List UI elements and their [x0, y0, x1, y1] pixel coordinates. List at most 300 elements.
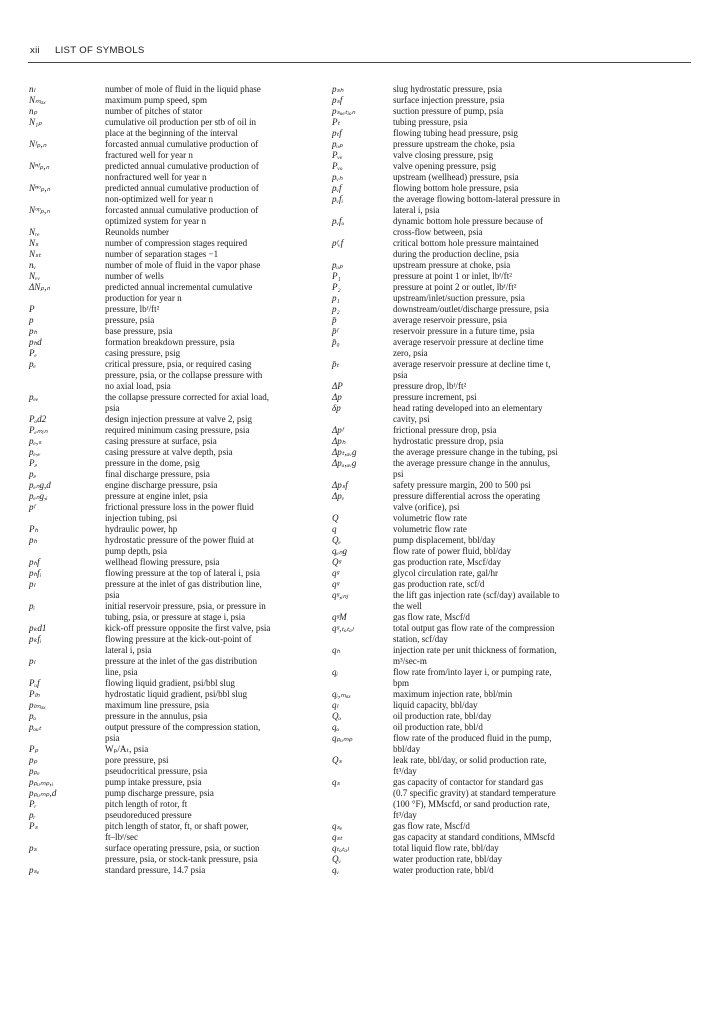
symbol-definition — [393, 612, 697, 623]
symbol-text: Qₛ — [332, 755, 342, 765]
definition-line: gas capacity of contactor for standard gas — [393, 777, 544, 787]
symbol-definition — [393, 711, 697, 722]
symbol-entry — [29, 524, 347, 535]
symbol-entry — [29, 480, 347, 491]
symbol-definition — [393, 216, 697, 238]
definition-line: forcasted annual cumulative production of — [105, 139, 259, 149]
definition-line: bbl/day — [393, 744, 421, 754]
definition-line: psia — [105, 403, 120, 413]
symbol-entry — [332, 832, 697, 843]
symbol-text: pₛₕ — [332, 84, 344, 94]
symbol-definition — [105, 623, 347, 634]
symbol — [29, 95, 105, 106]
symbol — [29, 799, 105, 810]
symbol — [29, 865, 105, 876]
symbol-text: pₚᵤₘₚ,d — [29, 788, 57, 798]
symbol-entry — [332, 612, 697, 623]
definition-line: pump intake pressure, psia — [105, 777, 202, 787]
definition-line: pressure upstream the choke, psia — [393, 139, 515, 149]
symbol-text: Nₘₐₓ — [29, 95, 46, 105]
definition-line: pressure, psia, or stock-tank pressure, psia — [105, 854, 258, 864]
symbol — [332, 843, 393, 854]
symbol-text: qᵍ — [332, 568, 340, 578]
symbol-definition — [393, 117, 697, 128]
symbol — [332, 491, 393, 513]
symbol — [332, 95, 393, 106]
symbol-text: Pₒd2 — [29, 414, 47, 424]
definition-line: pump discharge pressure, psia — [105, 788, 214, 798]
symbol — [332, 403, 393, 425]
symbol-definition — [105, 865, 347, 876]
definition-line: pressure in the annulus, psia — [105, 711, 208, 721]
definition-line: average reservoir pressure at decline time — [393, 337, 544, 347]
symbol-definition — [105, 249, 347, 260]
definition-line: pseudoreduced pressure — [105, 810, 192, 820]
symbol-text: qᵢ — [332, 667, 338, 677]
definition-line: pressure at the inlet of gas distribution line, — [105, 579, 262, 589]
definition-line: pressure increment, psi — [393, 392, 477, 402]
symbol-entry — [29, 227, 347, 238]
symbol-entry — [332, 458, 697, 480]
definition-line: line, psia — [105, 667, 138, 677]
symbol-text: pₛf — [332, 95, 343, 105]
symbol-text: pₜf — [332, 128, 342, 138]
symbol — [29, 348, 105, 359]
symbol-list-right — [332, 84, 697, 876]
symbol — [29, 480, 105, 491]
symbol-entry — [332, 304, 697, 315]
definition-line: number of wells — [105, 271, 164, 281]
symbol — [332, 590, 393, 612]
symbol-definition — [105, 755, 347, 766]
symbol-entry — [332, 821, 697, 832]
symbol-definition — [393, 315, 697, 326]
definition-line: number of separation stages −1 — [105, 249, 219, 259]
symbol-entry — [29, 447, 347, 458]
symbol — [29, 810, 105, 821]
definition-line: number of mole of fluid in the liquid phase — [105, 84, 261, 94]
symbol — [29, 491, 105, 502]
symbol-text: Nᵣₑ — [29, 227, 40, 237]
definition-line: average reservoir pressure at decline time t, — [393, 359, 551, 369]
symbol — [332, 381, 393, 392]
symbol-text: qₛ — [332, 777, 340, 787]
symbol — [332, 425, 393, 436]
symbol-definition — [105, 777, 347, 788]
definition-line: slug hydrostatic pressure, psia — [393, 84, 503, 94]
symbol — [332, 755, 393, 777]
symbol-entry — [332, 854, 697, 865]
symbol — [29, 711, 105, 722]
symbol — [29, 623, 105, 634]
symbol-text: qᵍ,ᵢₙⱼ — [332, 590, 348, 600]
symbol-definition — [105, 348, 347, 359]
definition-line: engine discharge pressure, psia — [105, 480, 218, 490]
symbol-definition — [105, 502, 347, 524]
definition-line: casing pressure at valve depth, psia — [105, 447, 233, 457]
definition-line: gas flow rate, Mscf/d — [393, 612, 470, 622]
symbol — [29, 117, 105, 139]
symbol-entry — [29, 711, 347, 722]
symbol — [29, 568, 105, 579]
symbol-entry — [332, 568, 697, 579]
symbol — [29, 777, 105, 788]
definition-line: flowing tubing head pressure, psig — [393, 128, 518, 138]
symbol-definition — [393, 84, 697, 95]
symbol-definition — [105, 260, 347, 271]
symbol-definition — [393, 194, 697, 216]
symbol — [332, 260, 393, 271]
symbol-definition — [105, 238, 347, 249]
symbol-text: pₕ — [29, 326, 38, 336]
definition-line: psi — [393, 469, 404, 479]
symbol-text: Nᶠₚ,ₙ — [29, 139, 47, 149]
definition-line: the average flowing bottom-lateral pressure in — [393, 194, 561, 204]
symbol-text: qₛₑ — [332, 821, 343, 831]
symbol-definition — [105, 315, 347, 326]
symbol-definition — [393, 854, 697, 865]
definition-line: the average pressure change in the annulus, — [393, 458, 550, 468]
definition-line: cumulative oil production per stb of oil in — [105, 117, 257, 127]
symbol-entry — [332, 480, 697, 491]
symbol-definition — [393, 271, 697, 282]
symbol — [29, 766, 105, 777]
symbol — [29, 502, 105, 524]
symbol-entry — [332, 667, 697, 689]
definition-line: predicted annual cumulative production of — [105, 183, 259, 193]
symbol — [332, 271, 393, 282]
symbol-text: pₗ — [29, 656, 36, 666]
symbol-text: Qₒ — [332, 711, 342, 721]
definition-line: critical bottom hole pressure maintained — [393, 238, 539, 248]
definition-line: oil production rate, bbl/day — [393, 711, 492, 721]
symbol-text: Pᵣ — [29, 799, 37, 809]
symbol-text: pₕfᵢ — [29, 568, 42, 578]
symbol-entry — [29, 260, 347, 271]
symbol — [29, 139, 105, 161]
symbol-definition — [393, 304, 697, 315]
symbol-definition — [393, 865, 697, 876]
symbol-text: qᵥ — [332, 865, 340, 875]
page-title: LIST OF SYMBOLS — [54, 45, 145, 56]
symbol — [332, 546, 393, 557]
symbol-entry — [332, 315, 697, 326]
symbol-entry — [29, 84, 347, 95]
symbol-text: qᵍ — [332, 579, 340, 589]
symbol — [332, 524, 393, 535]
definition-line: (0.7 specific gravity) at standard temperature — [393, 788, 556, 798]
symbol-definition — [393, 381, 697, 392]
symbol — [332, 326, 393, 337]
symbol — [29, 678, 105, 689]
definition-line: kick-off pressure opposite the first valve, psia — [105, 623, 271, 633]
symbol-entry — [29, 326, 347, 337]
symbol-text: Pₜ — [332, 117, 341, 127]
symbol-entry — [332, 436, 697, 447]
definition-line: flowing bottom hole pressure, psia — [393, 183, 519, 193]
definition-line: during the production decline, psia — [393, 249, 519, 259]
symbol-entry — [29, 117, 347, 139]
symbol — [332, 337, 393, 359]
symbol-text: pₑₑ — [29, 392, 39, 402]
definition-line: pump depth, psia — [105, 546, 168, 556]
definition-line: glycol circulation rate, gal/hr — [393, 568, 499, 578]
symbol-entry — [29, 491, 347, 502]
symbol-entry — [332, 139, 697, 150]
symbol-entry — [332, 590, 697, 612]
symbol-definition — [105, 711, 347, 722]
definition-line: valve opening pressure, psig — [393, 161, 497, 171]
symbol-definition — [393, 403, 697, 425]
symbol-entry — [332, 645, 697, 667]
symbol-definition — [105, 579, 347, 601]
definition-line: valve closing pressure, psig — [393, 150, 493, 160]
symbol — [332, 436, 393, 447]
symbol — [332, 535, 393, 546]
symbol-definition — [105, 601, 347, 623]
definition-line: formation breakdown pressure, psia — [105, 337, 235, 347]
symbol-entry — [332, 117, 697, 128]
symbol-text: qₚᵤₘₚ — [332, 733, 353, 743]
symbol — [29, 447, 105, 458]
symbol-entry — [29, 337, 347, 348]
symbol — [332, 480, 393, 491]
symbol-definition — [105, 557, 347, 568]
symbol — [332, 304, 393, 315]
symbol-text: Nₛ — [29, 238, 39, 248]
symbol-definition — [393, 755, 697, 777]
symbol — [332, 315, 393, 326]
symbol-entry — [29, 656, 347, 678]
symbol-definition — [393, 513, 697, 524]
symbol-definition — [105, 678, 347, 689]
symbol-definition — [393, 821, 697, 832]
symbol-definition — [393, 700, 697, 711]
symbol-text: nᵥ — [29, 260, 37, 270]
symbol — [29, 161, 105, 183]
definition-line: hydrostatic pressure of the power fluid at — [105, 535, 254, 545]
symbol-entry — [332, 491, 697, 513]
symbol-definition — [393, 557, 697, 568]
definition-line: frictional pressure drop, psia — [393, 425, 497, 435]
symbol-entry — [29, 282, 347, 304]
symbol-text: pᵢ — [29, 601, 35, 611]
symbol-definition — [393, 183, 697, 194]
symbol-text: pₗ — [29, 579, 36, 589]
symbol — [29, 414, 105, 425]
symbol-entry — [29, 502, 347, 524]
definition-line: psia — [393, 370, 408, 380]
symbol-text: N₁ₚ — [29, 117, 43, 127]
symbol-entry — [29, 777, 347, 788]
symbol-entry — [29, 568, 347, 579]
symbol-text: Nᵥᵥ — [29, 271, 41, 281]
symbol-entry — [29, 799, 347, 810]
definition-line: predicted annual cumulative production of — [105, 161, 259, 171]
symbol-text: Nⁿᵒₚ,ₙ — [29, 183, 51, 193]
symbol — [332, 84, 393, 95]
symbol-entry — [332, 392, 697, 403]
symbol-definition — [393, 128, 697, 139]
symbol-entry — [332, 865, 697, 876]
symbol-text: p̄ₜ — [332, 359, 340, 369]
symbol-text: Pₛ — [29, 821, 38, 831]
definition-line: optimized system for year n — [105, 216, 206, 226]
symbol-definition — [105, 227, 347, 238]
symbol-entry — [332, 403, 697, 425]
symbol — [332, 150, 393, 161]
definition-line: water production rate, bbl/d — [393, 865, 494, 875]
symbol-definition — [105, 788, 347, 799]
symbol-entry — [29, 139, 347, 161]
definition-line: station, scf/day — [393, 634, 448, 644]
symbol — [332, 513, 393, 524]
symbol-entry — [332, 282, 697, 293]
symbol-definition — [105, 106, 347, 117]
symbol-entry — [29, 810, 347, 821]
symbol-definition — [105, 161, 347, 183]
symbol-text: Pₕ — [29, 524, 39, 534]
definition-line: suction pressure of pump, psia — [393, 106, 504, 116]
symbol — [29, 84, 105, 95]
symbol — [29, 315, 105, 326]
symbol-entry — [332, 425, 697, 436]
definition-line: frictional pressure loss in the power fluid — [105, 502, 254, 512]
symbol-text: qᵍM — [332, 612, 347, 622]
definition-line: ft–lbᶠ/sec — [105, 832, 139, 842]
definition-line: base pressure, psia — [105, 326, 173, 336]
symbol-text: Qₑ — [332, 535, 341, 545]
symbol-definition — [393, 425, 697, 436]
symbol-entry — [29, 392, 347, 414]
symbol — [332, 447, 393, 458]
symbol — [332, 238, 393, 260]
symbol — [332, 612, 393, 623]
definition-line: Reunolds number — [105, 227, 170, 237]
symbol-text: pₕf — [29, 557, 40, 567]
symbol — [332, 832, 393, 843]
definition-line: maximum line pressure, psia — [105, 700, 210, 710]
symbol-text: Δpᵥ — [332, 491, 345, 501]
symbol-definition — [393, 480, 697, 491]
symbol-entry — [29, 348, 347, 359]
symbol-definition — [393, 161, 697, 172]
symbol-text: Nᵒᵖₚ,ₙ — [29, 205, 50, 215]
symbol-entry — [29, 689, 347, 700]
symbol-text: pₔ — [29, 469, 36, 479]
definition-line: initial reservoir pressure, psia, or pressure in — [105, 601, 266, 611]
symbol-definition — [105, 205, 347, 227]
symbol-text: p̄ — [332, 315, 337, 325]
symbol — [332, 392, 393, 403]
symbol-text: Pₗₕ — [29, 689, 40, 699]
symbol-definition — [393, 139, 697, 150]
symbol-text: qₕ — [332, 645, 341, 655]
definition-line: injection tubing, psi — [105, 513, 178, 523]
symbol-entry — [332, 271, 697, 282]
symbol — [29, 469, 105, 480]
symbol-text: pₑ,ₛ — [29, 436, 42, 446]
definition-line: leak rate, bbl/day, or solid production rate, — [393, 755, 547, 765]
symbol — [29, 359, 105, 392]
symbol-text: p₂ — [332, 304, 340, 314]
symbol — [29, 227, 105, 238]
symbol-entry — [332, 172, 697, 183]
symbol-text: q — [332, 524, 337, 534]
symbol-text: Qᵍ — [332, 557, 342, 567]
symbol-entry — [29, 722, 347, 744]
symbol — [29, 755, 105, 766]
symbol-definition — [105, 304, 347, 315]
symbol-text: P₂ — [332, 282, 341, 292]
definition-line: the lift gas injection rate (scf/day) available to — [393, 590, 560, 600]
symbol-definition — [393, 843, 697, 854]
page-number: xii — [30, 45, 40, 56]
symbol — [29, 271, 105, 282]
symbol — [29, 392, 105, 414]
definition-line: lateral i, psia — [105, 645, 152, 655]
symbol-entry — [332, 777, 697, 821]
definition-line: number of compression stages required — [105, 238, 248, 248]
symbol-text: pᵤₚ — [332, 139, 344, 149]
symbol-text: pₕd — [29, 337, 42, 347]
symbol — [29, 458, 105, 469]
symbol-definition — [105, 337, 347, 348]
symbol-entry — [332, 623, 697, 645]
symbol-entry — [332, 711, 697, 722]
symbol-text: Pᵥₑ — [332, 150, 343, 160]
symbol-text: pₖd1 — [29, 623, 47, 633]
definition-line: non-optimized well for year n — [105, 194, 214, 204]
definition-line: required minimum casing pressure, psia — [105, 425, 250, 435]
symbol — [332, 568, 393, 579]
symbol-entry — [332, 150, 697, 161]
symbol — [29, 821, 105, 843]
definition-line: volumetric flow rate — [393, 513, 467, 523]
symbol-entry — [29, 766, 347, 777]
definition-line: surface injection pressure, psia — [393, 95, 505, 105]
symbol — [332, 172, 393, 183]
symbol-text: pₚ — [29, 755, 38, 765]
symbol-text: Q — [332, 513, 339, 523]
definition-line: pump displacement, bbl/day — [393, 535, 496, 545]
symbol-text: pₚₑ — [29, 766, 40, 776]
symbol — [29, 557, 105, 568]
symbol-text: P — [29, 304, 35, 314]
symbol-text: Δp — [332, 392, 342, 402]
symbol-text: qᵢ,ₘₐₓ — [332, 689, 352, 699]
definition-line: Wₚ/Aₜ, psia — [105, 744, 149, 754]
definition-line: gas production rate, scf/d — [393, 579, 485, 589]
definition-line: casing pressure at surface, psia — [105, 436, 217, 446]
symbol-definition — [105, 722, 347, 744]
definition-line: cavity, psi — [393, 414, 430, 424]
symbol-text: pₑ,ᵥ — [29, 447, 41, 457]
definition-line: flowing pressure at the kick-out-point of — [105, 634, 252, 644]
symbol-entry — [332, 722, 697, 733]
definition-line: ft³/day — [393, 810, 417, 820]
symbol — [332, 711, 393, 722]
symbol-definition — [393, 667, 697, 689]
symbol-definition — [105, 183, 347, 205]
symbol-entry — [29, 458, 347, 469]
symbol-entry — [29, 469, 347, 480]
symbol-text: pₒ — [29, 711, 37, 721]
definition-line: place at the beginning of the interval — [105, 128, 238, 138]
definition-line: gas capacity at standard conditions, MMscfd — [393, 832, 555, 842]
symbol-definition — [393, 293, 697, 304]
symbol-definition — [105, 436, 347, 447]
